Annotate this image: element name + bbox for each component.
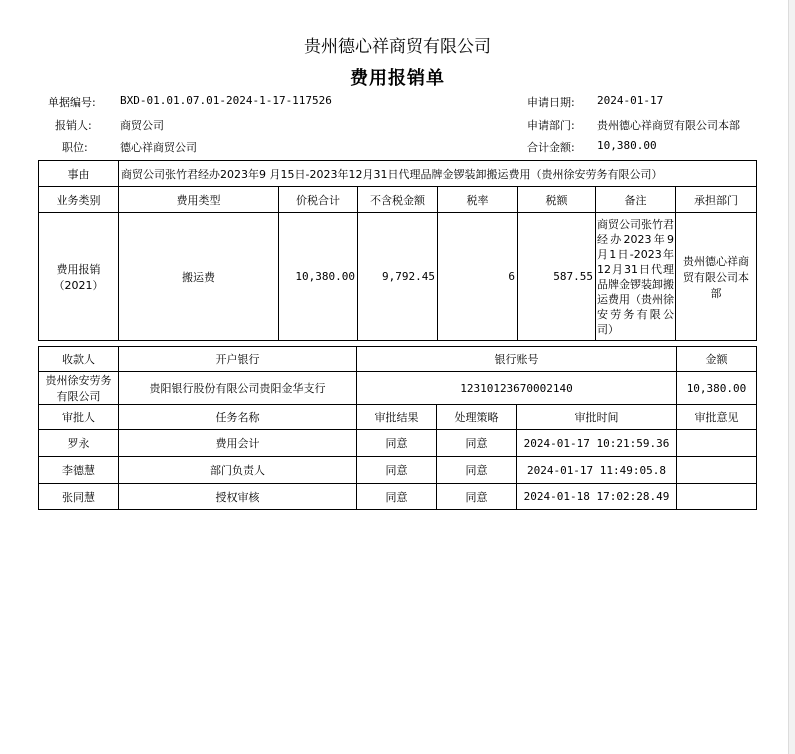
reason-text: 商贸公司张竹君经办2023年9 月15日-2023年12月31日代理品牌金锣装卸搬运费用（贵州徐安劳务有限公司） bbox=[119, 161, 757, 187]
col-header-category: 业务类别 bbox=[39, 187, 119, 213]
apply-date-label: 申请日期: bbox=[527, 96, 575, 109]
expense-dept: 贵州德心祥商贸有限公司本部 bbox=[676, 213, 757, 341]
col-header-time: 审批时间 bbox=[517, 405, 677, 430]
approval-row bbox=[39, 457, 757, 484]
col-header-amount: 金额 bbox=[677, 347, 757, 372]
approval-time: 2024-01-18 17:02:28.49 bbox=[517, 484, 677, 510]
payee-bank: 贵阳银行股份有限公司贵阳金华支行 bbox=[119, 372, 357, 405]
apply-dept-value: 贵州德心祥商贸有限公司本部 bbox=[597, 119, 740, 132]
col-header-bank: 开户银行 bbox=[119, 347, 357, 372]
approval-strategy: 同意 bbox=[437, 484, 517, 510]
total-value: 10,380.00 bbox=[597, 139, 657, 152]
approval-table bbox=[38, 404, 757, 510]
expense-category: 费用报销（2021） bbox=[39, 213, 119, 341]
expense-remark: 商贸公司张竹君经办2023年9 月1日-2023年12月31日代理品牌金锣装卸搬运费用（贵州徐安劳务有限公司） bbox=[596, 213, 676, 341]
expense-type: 搬运费 bbox=[119, 213, 279, 341]
approval-comment bbox=[677, 430, 757, 457]
approval-strategy: 同意 bbox=[437, 430, 517, 457]
position-label: 职位: bbox=[62, 141, 88, 154]
expense-rate: 6 bbox=[438, 213, 518, 341]
approval-result: 同意 bbox=[357, 484, 437, 510]
expense-tax: 587.55 bbox=[518, 213, 596, 341]
approval-result: 同意 bbox=[357, 430, 437, 457]
col-header-comment: 审批意见 bbox=[677, 405, 757, 430]
approver-name: 张同慧 bbox=[39, 484, 119, 510]
approval-task: 授权审核 bbox=[119, 484, 357, 510]
approval-row bbox=[39, 484, 757, 510]
approval-strategy: 同意 bbox=[437, 457, 517, 484]
col-header-remark: 备注 bbox=[596, 187, 676, 213]
col-header-approver: 审批人 bbox=[39, 405, 119, 430]
page-edge bbox=[788, 0, 795, 754]
apply-dept-label: 申请部门: bbox=[527, 119, 575, 132]
col-header-net: 不含税金额 bbox=[358, 187, 438, 213]
apply-date-value: 2024-01-17 bbox=[597, 94, 664, 107]
expense-row bbox=[39, 213, 757, 341]
col-header-rate: 税率 bbox=[438, 187, 518, 213]
doc-no-value: BXD-01.01.07.01-2024-1-17-117526 bbox=[120, 94, 332, 107]
expense-header-row bbox=[39, 187, 757, 213]
approver-name: 李德慧 bbox=[39, 457, 119, 484]
payee-account: 12310123670002140 bbox=[357, 372, 677, 405]
payee-header-row bbox=[39, 347, 757, 372]
applicant-label: 报销人: bbox=[55, 119, 92, 132]
col-header-account: 银行账号 bbox=[357, 347, 677, 372]
reason-label: 事由 bbox=[39, 161, 119, 187]
approval-comment bbox=[677, 484, 757, 510]
approval-result: 同意 bbox=[357, 457, 437, 484]
approval-comment bbox=[677, 457, 757, 484]
col-header-dept: 承担部门 bbox=[676, 187, 757, 213]
approval-task: 费用会计 bbox=[119, 430, 357, 457]
approval-row bbox=[39, 430, 757, 457]
expense-net: 9,792.45 bbox=[358, 213, 438, 341]
approval-task: 部门负责人 bbox=[119, 457, 357, 484]
doc-no-label: 单据编号: bbox=[48, 96, 96, 109]
document-title: 费用报销单 bbox=[350, 68, 445, 89]
reason-row bbox=[39, 161, 757, 187]
col-header-type: 费用类型 bbox=[119, 187, 279, 213]
approval-time: 2024-01-17 11:49:05.8 bbox=[517, 457, 677, 484]
payee-table bbox=[38, 346, 757, 405]
col-header-payee: 收款人 bbox=[39, 347, 119, 372]
applicant-value: 商贸公司 bbox=[120, 119, 164, 132]
approval-header-row bbox=[39, 405, 757, 430]
col-header-task: 任务名称 bbox=[119, 405, 357, 430]
approver-name: 罗永 bbox=[39, 430, 119, 457]
col-header-strategy: 处理策略 bbox=[437, 405, 517, 430]
col-header-result: 审批结果 bbox=[357, 405, 437, 430]
company-name: 贵州德心祥商贸有限公司 bbox=[304, 37, 491, 57]
total-label: 合计金额: bbox=[527, 141, 575, 154]
expense-table bbox=[38, 160, 757, 341]
position-value: 德心祥商贸公司 bbox=[120, 141, 197, 154]
expense-total: 10,380.00 bbox=[279, 213, 358, 341]
approval-time: 2024-01-17 10:21:59.36 bbox=[517, 430, 677, 457]
payee-row bbox=[39, 372, 757, 405]
col-header-tax: 税额 bbox=[518, 187, 596, 213]
payee-name: 贵州徐安劳务有限公司 bbox=[39, 372, 119, 405]
payee-amount: 10,380.00 bbox=[677, 372, 757, 405]
col-header-total: 价税合计 bbox=[279, 187, 358, 213]
